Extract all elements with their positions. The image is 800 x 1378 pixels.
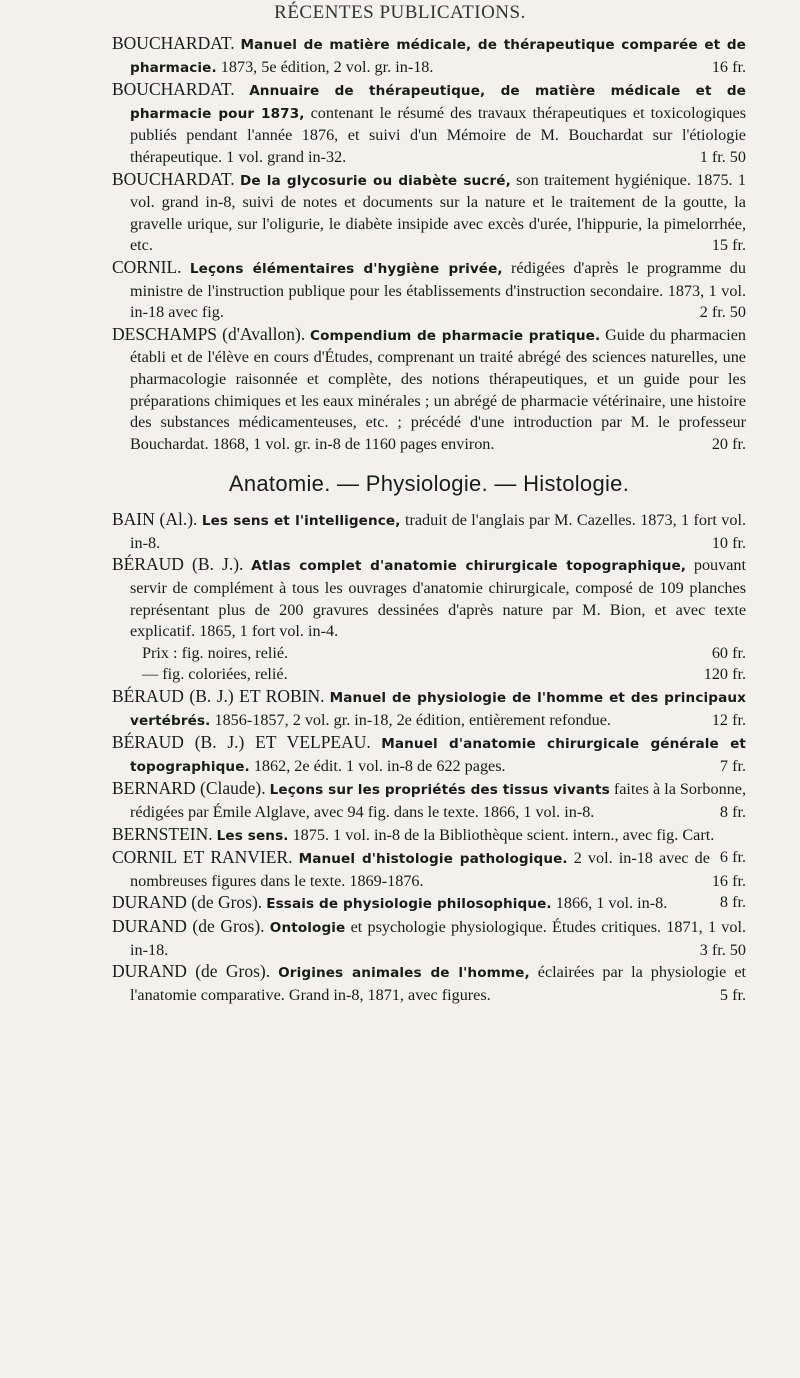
entry-title: Essais de physiologie philosophique. bbox=[266, 896, 552, 913]
entry-title: Ontologie bbox=[269, 919, 346, 936]
entry-title: Manuel de physiologie de l'homme et des principaux vertébrés. bbox=[130, 690, 747, 729]
entry-description: contenant le résumé des travaux thérapeutiques et toxicologiques publiés pendant l'année 1876, et suivi d'un Mémoire de M. Bouchardat sur l'étiologie thérapeutique. 1 vol. grand in-32. bbox=[130, 103, 746, 166]
catalog-entry bbox=[112, 686, 746, 732]
entry-description: pouvant servir de complément à tous les ouvrages d'anatomie chirurgicale, composé de 109 planches représentant plus de 200 gravures dessinées d'après nature par M. Bion, et avec texte explicatif. 1865, 1 fort vol. in-4. bbox=[130, 556, 746, 641]
entry-price: 16 fr. bbox=[711, 871, 746, 890]
catalog-entry bbox=[112, 892, 746, 916]
entry-description: 1873, 5e édition, 2 vol. gr. in-18. bbox=[220, 57, 434, 76]
entry-price: 1 fr. 50 bbox=[699, 147, 746, 166]
entry-author: BÉRAUD (B. J.) ET VELPEAU. bbox=[112, 732, 371, 753]
catalog-column bbox=[112, 33, 746, 1006]
catalog-entry bbox=[112, 554, 746, 642]
entry-price: 8 fr. bbox=[719, 893, 746, 912]
running-title: RÉCENTES PUBLICATIONS. bbox=[274, 2, 526, 23]
entry-description: traduit de l'anglais par M. Cazelles. 1873, 1 fort vol. in-8. bbox=[130, 511, 747, 552]
entry-description: 1862, 2e édit. 1 vol. in-8 de 622 pages. bbox=[253, 756, 506, 775]
catalog-entry bbox=[112, 79, 746, 168]
section-title: Anatomie. — Physiologie. — Histologie. bbox=[228, 471, 630, 497]
entry-price: 20 fr. bbox=[711, 434, 746, 453]
price-option-label: Prix : fig. noires, relié. bbox=[142, 643, 289, 662]
entry-price: 3 fr. 50 bbox=[699, 940, 746, 959]
entry-title: Manuel d'histologie pathologique. bbox=[298, 851, 568, 868]
catalog-entry bbox=[112, 916, 746, 961]
entry-author: BAIN (Al.). bbox=[112, 509, 198, 530]
entry-price: 8 fr. bbox=[719, 803, 746, 821]
section-pharmacy bbox=[112, 33, 746, 455]
entry-price: 7 fr. bbox=[719, 756, 746, 775]
catalog-entry bbox=[112, 961, 746, 1006]
entry-title: Leçons élémentaires d'hygiène privée, bbox=[189, 260, 503, 277]
price-option bbox=[112, 643, 746, 665]
entry-description: 1866, 1 vol. in-8. bbox=[555, 894, 668, 913]
entry-author: BERNSTEIN. bbox=[112, 823, 213, 844]
entry-author: BÉRAUD (B. J.) ET ROBIN. bbox=[112, 686, 325, 707]
price-option-value: 60 fr. bbox=[711, 643, 746, 662]
entry-title: Manuel de matière médicale, de thérapeutique comparée et de pharmacie. bbox=[130, 37, 746, 76]
entry-title: De la glycosurie ou diabète sucré, bbox=[239, 172, 511, 189]
entry-author: CORNIL. bbox=[112, 256, 182, 277]
entry-price: 5 fr. bbox=[719, 985, 746, 1004]
entry-description: et psychologie physiologique. Études critiques. 1871, 1 vol. in-18. bbox=[130, 917, 747, 959]
entry-price: 6 fr. bbox=[719, 848, 746, 867]
entry-description: faites à la Sorbonne, rédigées par Émile Alglave, avec 94 fig. dans le texte. 1866, 1 vol. in-8. bbox=[130, 780, 747, 821]
entry-author: CORNIL ET RANVIER. bbox=[112, 847, 293, 868]
entry-description: 2 vol. in-18 avec de nombreuses figures dans le texte. 1869-1876. bbox=[130, 849, 710, 890]
entry-price: 2 fr. 50 bbox=[699, 303, 746, 322]
entry-title: Les sens et l'intelligence, bbox=[201, 513, 401, 530]
entry-author: BOUCHARDAT. bbox=[112, 33, 235, 53]
section-anatomy bbox=[112, 509, 746, 1006]
entry-title: Leçons sur les propriétés des tissus vivants bbox=[269, 782, 610, 799]
entry-price: 15 fr. bbox=[711, 236, 746, 255]
entry-price: 10 fr. bbox=[711, 533, 746, 552]
catalog-entry bbox=[112, 257, 746, 324]
entry-title: Compendium de pharmacie pratique. bbox=[310, 327, 601, 344]
entry-author: BERNARD (Claude). bbox=[112, 778, 266, 799]
catalog-entry bbox=[112, 324, 746, 456]
entry-author: BOUCHARDAT. bbox=[112, 168, 235, 189]
catalog-entry bbox=[112, 778, 746, 823]
entry-title: Les sens. bbox=[216, 827, 289, 844]
entry-description: éclairées par la physiologie et l'anatomie comparative. Grand in-8, 1871, avec figures. bbox=[130, 963, 747, 1004]
catalog-entry bbox=[112, 33, 746, 79]
entry-price: 16 fr. bbox=[711, 57, 746, 76]
catalog-entry bbox=[112, 732, 746, 778]
catalog-entry bbox=[112, 509, 746, 554]
entry-description: 1856-1857, 2 vol. gr. in-18, 2e édition, entièrement refondue. bbox=[214, 710, 611, 729]
entry-author: DURAND (de Gros). bbox=[112, 892, 263, 913]
entry-title: Annuaire de thérapeutique, de matière médicale et de pharmacie pour 1873, bbox=[130, 83, 746, 122]
price-option bbox=[112, 664, 746, 686]
entry-title: Origines animales de l'homme, bbox=[278, 965, 530, 982]
entry-author: DESCHAMPS (d'Avallon). bbox=[112, 323, 306, 344]
entry-description: 1875. 1 vol. in-8 de la Bibliothèque scient. intern., avec fig. Cart. bbox=[292, 825, 715, 844]
entry-title: Manuel d'anatomie chirurgicale générale et topographique. bbox=[130, 736, 746, 775]
price-option-label: — fig. coloriées, relié. bbox=[142, 665, 288, 684]
entry-title: Atlas complet d'anatomie chirurgicale topographique, bbox=[251, 558, 687, 575]
entry-author: BOUCHARDAT. bbox=[112, 79, 235, 100]
entry-description: Guide du pharmacien établi et de l'élève en cours d'Études, comprenant un traité abrégé des sciences naturelles, une pharmacologie raisonnée et complète, des notions thérapeutiques, et un guide pour les préparations chimiques et les eaux minérales ; un abrégé de pharmacie vétérinaire, une histoire des substances médicamenteuses, etc. ; précédé d'une introduction par M. le professeur Bouchardat. 1868, 1 vol. gr. in-8 de 1160 pages environ. bbox=[130, 325, 747, 453]
entry-price: 12 fr. bbox=[711, 710, 746, 729]
entry-author: DURAND (de Gros). bbox=[112, 915, 265, 936]
entry-author: BÉRAUD (B. J.). bbox=[112, 554, 244, 575]
price-option-value: 120 fr. bbox=[703, 665, 746, 684]
entry-description: rédigées d'après le programme du ministre de l'instruction publique pour les établissements d'instruction secondaire. 1873, 1 vol. in-18 avec fig. bbox=[130, 258, 746, 322]
entry-author: DURAND (de Gros). bbox=[112, 961, 271, 982]
catalog-entry bbox=[112, 169, 746, 257]
catalog-entry bbox=[112, 847, 746, 892]
entry-description: son traitement hygiénique. 1875. 1 vol. grand in-8, suivi de notes et documents sur la nature et le traitement de la goutte, la gravelle urique, sur l'oligurie, le diabète insipide avec excès d'urée, l'hippurie, la pimelorrhée, etc. bbox=[130, 170, 747, 255]
